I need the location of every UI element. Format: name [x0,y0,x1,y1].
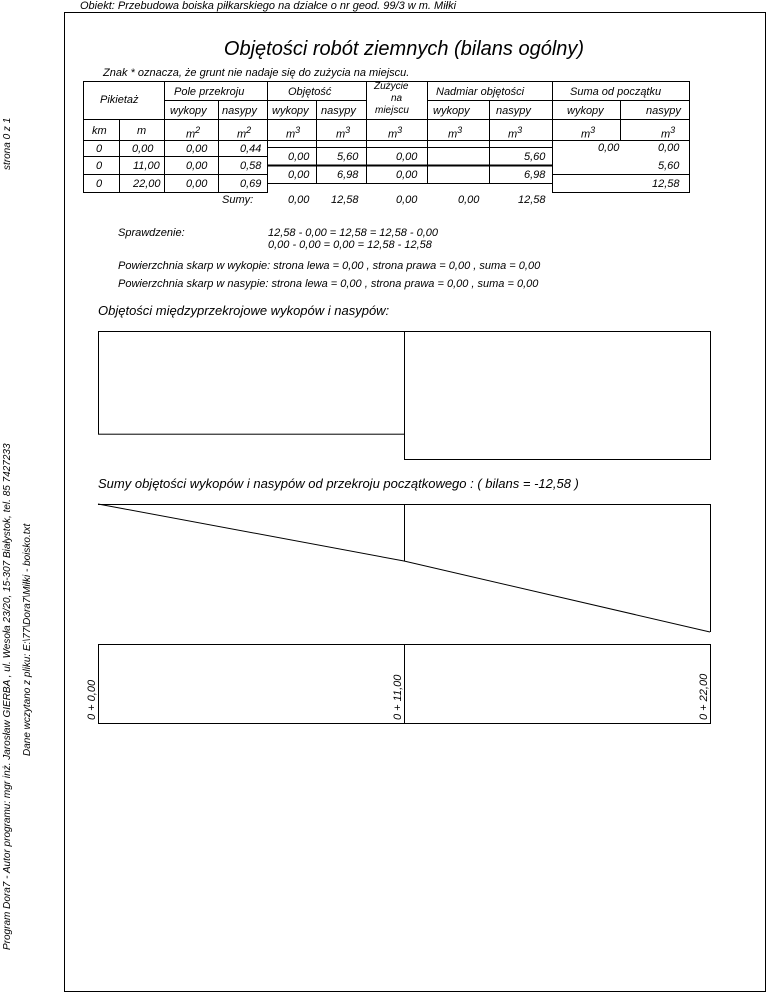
sumy-nad-wykopy: 0,00 [458,194,480,206]
station-label: 0 + 22,00 [698,673,710,720]
row3-nasypy: 0,69 [240,178,262,190]
program-info-side: Program Dora7 - Autor programu: mgr inż. Jarosław GIERBA , ul. Wesoła 23/20, 15-307 Białystok, tel. 85 7427233 [2,443,13,950]
unit-obj-nas: $m^3$ [336,125,351,141]
header-suma: Suma od początku [570,86,662,98]
seg2-obj-nasypy: 6,98 [337,169,359,181]
data-file-side: Dane wczytano z pliku: E:\77\Dora7\Miłki - boisko.txt [22,523,33,756]
sumy-nad-nasypy: 12,58 [518,194,546,206]
check-label: Sprawdzenie: [118,227,185,239]
sub-suma-wykopy: wykopy [567,105,604,117]
suma-nasypy-2: 5,60 [658,160,680,172]
sumy-obj-nasypy: 12,58 [331,194,359,206]
seg1-zuzycie: 0,00 [396,151,418,163]
row3-wykopy: 0,00 [186,178,208,190]
row1-m: 0,00 [132,143,154,155]
segment-volume-bar [405,332,711,460]
note-text: Znak * oznacza, że grunt nie nadaje się do zużycia na miejscu. [103,67,410,79]
page-number-side: strona 0 z 1 [2,117,13,170]
chart1-title: Objętości międzyprzekrojowe wykopów i nasypów: [98,303,390,318]
header-zuzycie-3: miejscu [375,105,409,116]
sub-nad-nasypy: nasypy [496,105,531,117]
station-label: 0 + 11,00 [392,674,404,720]
row2-km: 0 [96,160,103,172]
page-title: Objętości robót ziemnych (bilans ogólny) [223,38,585,60]
sumy-zuzycie: 0,00 [396,194,418,206]
row1-nasypy: 0,44 [240,143,262,155]
row2-wykopy: 0,00 [186,160,208,172]
sumy-label: Sumy: [222,194,254,206]
seg1-nad-nasypy: 5,60 [524,151,546,163]
station-label: 0 + 0,00 [86,679,98,720]
row2-nasypy: 0,58 [240,160,262,172]
unit-pole-wyk: $m^2$ [186,125,201,141]
header-zuzycie-2: na [391,93,403,104]
unit-nad-nas: $m^3$ [508,125,523,141]
seg2-zuzycie: 0,00 [396,169,418,181]
unit-nad-wyk: $m^3$ [448,125,463,141]
header-objetosc: Objętość [288,86,332,98]
sub-nad-wykopy: wykopy [433,105,470,117]
sub-obj-nasypy: nasypy [321,105,356,117]
unit-pole-nas: $m^2$ [237,125,252,141]
seg1-obj-nasypy: 5,60 [337,151,359,163]
unit-zuz: $m^3$ [388,125,403,141]
row1-km: 0 [96,143,103,155]
seg2-nad-nasypy: 6,98 [524,169,546,181]
segment-volume-bar [99,332,405,435]
chart2-title: Sumy objętości wykopów i nasypów od przekroju początkowego : ( bilans = -12,58 ) [98,476,579,491]
unit-obj-wyk: $m^3$ [286,125,301,141]
seg2-obj-wykopy: 0,00 [288,169,310,181]
header-pole-przekroju: Pole przekroju [174,86,245,98]
suma-nasypy-3: 12,58 [652,178,680,190]
sub-suma-nasypy: nasypy [646,105,681,117]
header-zuzycie-1: Zużycie [374,81,409,92]
sub-pole-wykopy: wykopy [170,105,207,117]
slopes-wykop: Powierzchnia skarp w wykopie: strona lewa = 0,00 , strona prawa = 0,00 , suma = 0,00 [118,260,541,272]
check-line-2: 0,00 - 0,00 = 0,00 = 12,58 - 12,58 [268,239,432,251]
unit-suma-nas: $m^3$ [661,125,676,141]
suma-nasypy-1: 0,00 [658,142,680,154]
object-line: Obiekt: Przebudowa boiska piłkarskiego na działce o nr geod. 99/3 w m. Miłki [80,0,457,12]
sub-obj-wykopy: wykopy [272,105,309,117]
sub-pole-nasypy: nasypy [222,105,257,117]
row3-km: 0 [96,178,103,190]
header-pikietaz: Pikietaż [100,94,139,106]
sumy-obj-wykopy: 0,00 [288,194,310,206]
row3-m: 22,00 [133,178,161,190]
unit-suma-wyk: $m^3$ [581,125,596,141]
row2-m: 11,00 [133,160,160,172]
row1-wykopy: 0,00 [186,143,208,155]
slopes-nasyp: Powierzchnia skarp w nasypie: strona lewa = 0,00 , strona prawa = 0,00 , suma = 0,00 [118,278,539,290]
unit-km: km [92,125,107,137]
header-nadmiar: Nadmiar objętości [436,86,525,98]
seg1-obj-wykopy: 0,00 [288,151,310,163]
check-line-1: 12,58 - 0,00 = 12,58 = 12,58 - 0,00 [268,227,439,239]
suma-wykopy-first: 0,00 [598,142,620,154]
unit-m: m [137,125,147,137]
